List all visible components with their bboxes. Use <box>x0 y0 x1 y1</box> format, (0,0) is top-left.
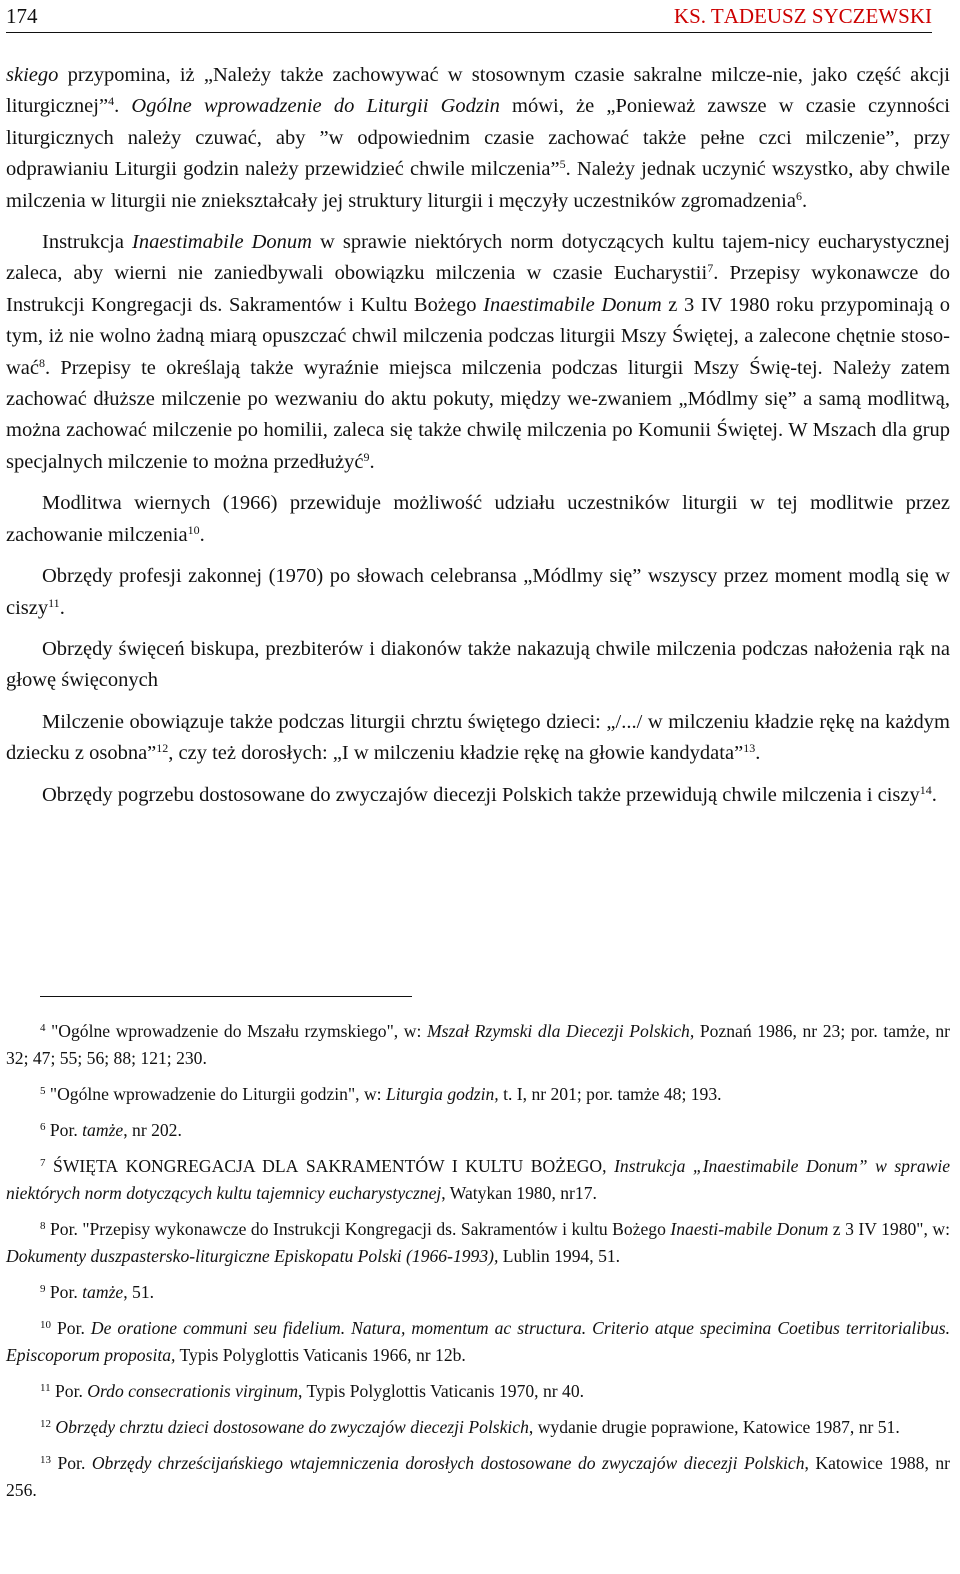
paragraph-6: Milczenie obowiązuje także podczas liturgii chrztu świętego dzieci: „/.../ w milczeniu kładzie rękę na każdym dziecku z osobna”$^{12}$, czy też dorosłych: „I w milczeniu kładzie rękę na głowie kandydata”$^{13}$. <box>6 710 950 765</box>
footnote-9: $^9$ Por. tamże, 51. <box>40 1282 155 1302</box>
footnote-5: $^5$ "Ogólne wprowadzenie do Liturgii godzin", w: Liturgia godzin, t. I, nr 201; por. tamże 48; 193. <box>40 1084 722 1104</box>
footnote-7: $^7$ ŚWIĘTA KONGREGACJA DLA SAKRAMENTÓW I KULTU BOŻEGO, Instrukcja „Inaestimabile Donum” w sprawie niektórych norm dotyczących kultu tajemnicy eucharystycznej, Watykan 1980, nr17. <box>6 1156 951 1203</box>
paragraph-5: Obrzędy święceń biskupa, prezbiterów i diakonów także nakazują chwile milczenia podczas nałożenia rąk na głowę święconych <box>6 637 950 692</box>
footnote-ref: 7 <box>707 261 714 276</box>
paragraph-1: skiego przypomina, iż „Należy także zachowywać w stosownym czasie sakralne milcze-nie, jako część akcji liturgicznej”$^4$. Ogólne wprowadzenie do Liturgii Godzin mówi, że „Ponieważ zawsze w czasie czynności liturgicznych należy czuwać, aby ”w odpowiednim czasie zachować także pełne czci milczenie”, przy odprawianiu Liturgii godzin należy przewidzieć chwile milczenia”$^5$. Należy jednak uczynić wszystko, aby chwile milczenia w liturgii nie zniekształcały jej struktury liturgii i męczyły uczestników zgromadzenia$^6$. <box>6 64 951 212</box>
footnote-8: $^8$ Por. "Przepisy wykonawcze do Instrukcji Kongregacji ds. Sakramentów i kultu Bożego Inaesti-mabile Donum z 3 IV 1980", w: Dokumenty duszpastersko-liturgiczne Episkopatu Polski (1966-1993), Lublin 1994, 51. <box>6 1219 950 1266</box>
footnote-6: $^6$ Por. tamże, nr 202. <box>40 1120 182 1140</box>
running-header <box>6 2 932 33</box>
footnote-ref: 14 <box>919 782 932 797</box>
footnote-4: $^4$ "Ogólne wprowadzenie do Mszału rzymskiego", w: Mszał Rzymski dla Diecezji Polskich, Poznań 1986, nr 23; por. tamże, nr 32; 47; 55; 56; 88; 121; 230. <box>6 1021 950 1068</box>
footnote-ref: 13 <box>743 741 756 756</box>
footnote-ref: 4 <box>108 94 115 109</box>
footnote-11: $^{11}$ Por. Ordo consecrationis virginum, Typis Polyglottis Vaticanis 1970, nr 40. <box>40 1381 585 1401</box>
footnote-ref: 9 <box>363 449 370 464</box>
page-number: 174 <box>6 4 38 28</box>
footnote-ref: 10 <box>187 522 200 537</box>
paragraph-2: Instrukcja Inaestimabile Donum w sprawie niektórych norm dotyczących kultu tajem-nicy eucharystycznej zaleca, aby wierni nie zaniedbywali obowiązku milczenia w czasie Eucharystii$^7$. Przepisy wykonawcze do Instrukcji Kongregacji ds. Sakramentów i Kultu Bożego Inaestimabile Donum z 3 IV 1980 roku przypominają o tym, iż nie wolno żadną miarą opuszczać chwil milczenia podczas liturgii Mszy Świętej, a zalecone chętnie stoso-wać$^8$. Przepisy te określają także wyraźnie miejsca milczenia podczas liturgii Mszy Świę-tej. Należy zatem zachować dłuższe milczenie po wezwaniu do aktu pokuty, między we-zwaniem „Módlmy się” a samą modlitwą, można zachować milczenie po homilii, zaleca się także chwilę milczenia po Komunii Świętej. W Mszach dla grup specjalnych milczenie to można przedłużyć$^9$. <box>6 231 950 473</box>
footnote-ref: 5 <box>559 157 566 172</box>
footnote-ref: 8 <box>39 355 46 370</box>
main-text <box>6 60 950 821</box>
footnote-13: $^{13}$ Por. Obrzędy chrześcijańskiego wtajemniczenia dorosłych dostosowane do zwyczajów diecezji Polskich, Katowice 1988, nr 256. <box>6 1453 950 1500</box>
paragraph-3: Modlitwa wiernych (1966) przewiduje możliwość udziału uczestników liturgii w tej modlitwie przez zachowanie milczenia$^{10}$. <box>6 492 950 546</box>
footnotes <box>6 1018 950 1513</box>
paragraph-4: Obrzędy profesji zakonnej (1970) po słowach celebransa „Módlmy się” wszyscy przez moment modlą się w ciszy$^{11}$. <box>6 565 950 619</box>
footnote-ref: 11 <box>48 595 60 610</box>
running-head-author: KS. TADEUSZ SYCZEWSKI <box>673 4 932 28</box>
footnote-10: $^{10}$ Por. De oratione communi seu fidelium. Natura, momentum ac structura. Criterio atque specimina Coetibus territorialibus. Episcoporum proposita, Typis Polyglottis Vaticanis 1966, nr 12b. <box>6 1318 950 1365</box>
footnote-ref: 12 <box>156 741 169 756</box>
paragraph-7: Obrzędy pogrzebu dostosowane do zwyczajów diecezji Polskich także przewidują chwile milczenia i ciszy$^{14}$. <box>42 782 937 806</box>
footnote-separator <box>40 996 412 997</box>
footnote-ref: 6 <box>795 188 802 203</box>
footnote-12: $^{12}$ Obrzędy chrztu dzieci dostosowane do zwyczajów diecezji Polskich, wydanie drugie poprawione, Katowice 1987, nr 51. <box>40 1417 900 1437</box>
